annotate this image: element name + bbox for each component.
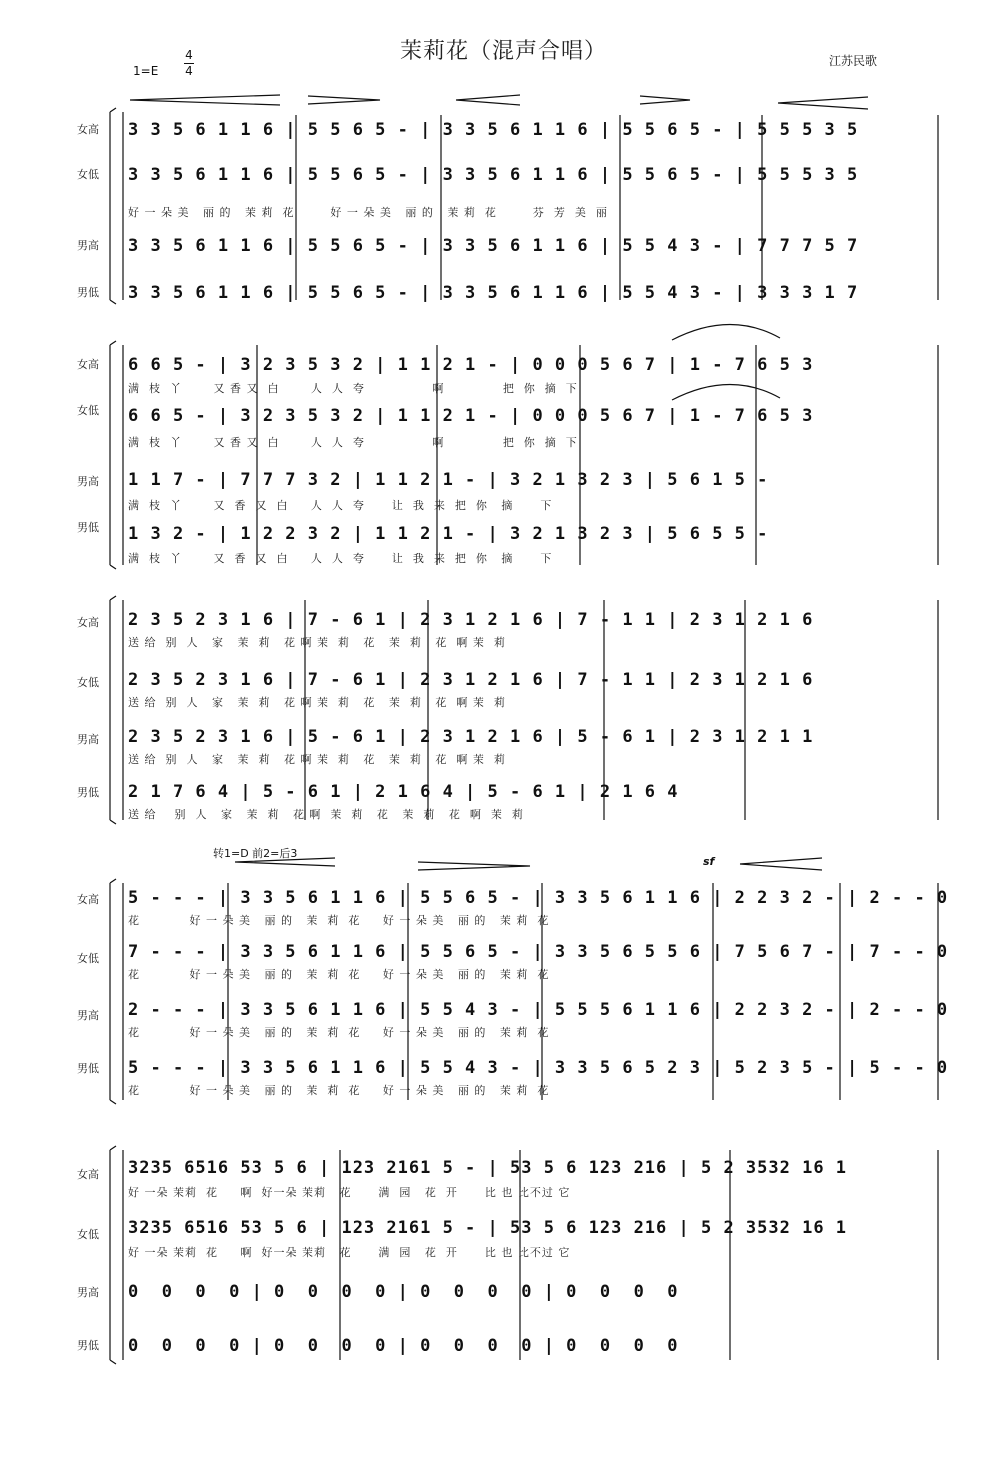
notation-line: 5 - - - | 3 3 5 6 1 1 6 | 5 5 6 5 - | 3 3 5 6 1 1 6 | 2 2 3 2 - | 2 - - 0 xyxy=(128,888,949,908)
lyric-line: 满 枝 丫 又 香 又 白 人 人 夸 让 我 来 把 你 摘 下 xyxy=(128,552,553,565)
notation-line: 2 3 5 2 3 1 6 | 5 - 6 1 | 2 3 1 2 1 6 | 5 - 6 1 | 2 3 1 2 1 1 xyxy=(128,727,814,747)
part-label: 男低 xyxy=(77,1339,99,1352)
page-title: 茉莉花（混声合唱） xyxy=(399,39,607,64)
part-label: 男低 xyxy=(77,1062,99,1075)
lyric-line: 满 枝 丫 又 香 又 白 人 人 夸 让 我 来 把 你 摘 下 xyxy=(128,499,553,512)
notation-line: 1 3 2 - | 1 2 2 3 2 | 1 1 2 1 - | 3 2 1 3 2 3 | 5 6 5 5 - xyxy=(128,524,769,544)
part-label: 女高 xyxy=(77,616,99,629)
notation-line: 6 6 5 - | 3 2 3 5 3 2 | 1 1 2 1 - | 0 0 0 5 6 7 | 1 - 7 6 5 3 xyxy=(128,406,814,426)
part-label: 女低 xyxy=(77,168,99,181)
part-label: 男低 xyxy=(77,521,99,534)
part-label: 女高 xyxy=(77,358,99,371)
lyric-line: 花 好 一 朵 美 丽 的 茉 莉 花 好 一 朵 美 丽 的 茉 莉 花 xyxy=(128,968,550,981)
part-label: 女高 xyxy=(77,893,99,906)
part-label: 女低 xyxy=(77,404,99,417)
notation-line: 3 3 5 6 1 1 6 | 5 5 6 5 - | 3 3 5 6 1 1 6 | 5 5 4 3 - | 3 3 3 1 7 xyxy=(128,283,859,303)
part-label: 男高 xyxy=(77,239,99,252)
lyric-line: 好 一朵 茉莉 花 啊 好一朵 茉莉 花 满 园 花 开 比 也 比不过 它 xyxy=(128,1186,571,1199)
part-label: 男低 xyxy=(77,286,99,299)
part-label: 男高 xyxy=(77,1286,99,1299)
modulation-marking: 转1=D 前2=后3 xyxy=(213,847,298,860)
part-label: 男高 xyxy=(77,475,99,488)
lyric-line: 花 好 一 朵 美 丽 的 茉 莉 花 好 一 朵 美 丽 的 茉 莉 花 xyxy=(128,1084,550,1097)
lyric-line: 送 给 别 人 家 茉 莉 花 啊 茉 莉 花 茉 莉 花 啊 茉 莉 xyxy=(128,808,524,821)
part-label: 女低 xyxy=(77,1228,99,1241)
part-label: 女高 xyxy=(77,1168,99,1181)
part-label: 女高 xyxy=(77,123,99,136)
lyric-line: 满 枝 丫 又 香 又 白 人 人 夸 啊 把 你 摘 下 xyxy=(128,436,578,449)
part-label: 男低 xyxy=(77,786,99,799)
notation-line: 0 0 0 0 | 0 0 0 0 | 0 0 0 0 | 0 0 0 0 xyxy=(128,1336,679,1356)
notation-line: 3235 6516 53 5 6 | 123 2161 5 - | 53 5 6 123 216 | 5 2 3532 16 1 xyxy=(128,1218,848,1238)
notation-line: 5 - - - | 3 3 5 6 1 1 6 | 5 5 4 3 - | 3 3 5 6 5 2 3 | 5 2 3 5 - | 5 - - 0 xyxy=(128,1058,949,1078)
notation-line: 3 3 5 6 1 1 6 | 5 5 6 5 - | 3 3 5 6 1 1 6 | 5 5 6 5 - | 5 5 5 3 5 xyxy=(128,165,859,185)
notation-line: 2 3 5 2 3 1 6 | 7 - 6 1 | 2 3 1 2 1 6 | 7 - 1 1 | 2 3 1 2 1 6 xyxy=(128,610,814,630)
notation-line: 3 3 5 6 1 1 6 | 5 5 6 5 - | 3 3 5 6 1 1 6 | 5 5 4 3 - | 7 7 7 5 7 xyxy=(128,236,859,256)
part-label: 男高 xyxy=(77,1009,99,1022)
lyric-line: 送 给 别 人 家 茉 莉 花 啊 茉 莉 花 茉 莉 花 啊 茉 莉 xyxy=(128,753,506,766)
lyric-line: 送 给 别 人 家 茉 莉 花 啊 茉 莉 花 茉 莉 花 啊 茉 莉 xyxy=(128,636,506,649)
lyric-line: 花 好 一 朵 美 丽 的 茉 莉 花 好 一 朵 美 丽 的 茉 莉 花 xyxy=(128,914,550,927)
notation-line: 3 3 5 6 1 1 6 | 5 5 6 5 - | 3 3 5 6 1 1 6 | 5 5 6 5 - | 5 5 5 3 5 xyxy=(128,120,859,140)
lyric-line: 花 好 一 朵 美 丽 的 茉 莉 花 好 一 朵 美 丽 的 茉 莉 花 xyxy=(128,1026,550,1039)
composer-label: 江苏民歌 xyxy=(829,54,878,68)
key-signature: 1=E xyxy=(133,64,159,78)
notation-line: 7 - - - | 3 3 5 6 1 1 6 | 5 5 6 5 - | 3 3 5 6 5 5 6 | 7 5 6 7 - | 7 - - 0 xyxy=(128,942,949,962)
notation-line: 3235 6516 53 5 6 | 123 2161 5 - | 53 5 6 123 216 | 5 2 3532 16 1 xyxy=(128,1158,848,1178)
time-signature xyxy=(184,48,194,79)
time-signature-top: 4 xyxy=(185,48,193,62)
dynamic-marking: sf xyxy=(703,855,715,868)
notation-line: 2 - - - | 3 3 5 6 1 1 6 | 5 5 4 3 - | 5 5 5 6 1 1 6 | 2 2 3 2 - | 2 - - 0 xyxy=(128,1000,949,1020)
time-signature-bottom: 4 xyxy=(185,64,193,78)
lyric-line: 好 一 朵 美 丽 的 茉 莉 花 好 一 朵 美 丽 的 茉 莉 花 芬 芳 美 丽 xyxy=(128,206,608,219)
notation-line: 2 3 5 2 3 1 6 | 7 - 6 1 | 2 3 1 2 1 6 | 7 - 1 1 | 2 3 1 2 1 6 xyxy=(128,670,814,690)
notation-line: 6 6 5 - | 3 2 3 5 3 2 | 1 1 2 1 - | 0 0 0 5 6 7 | 1 - 7 6 5 3 xyxy=(128,355,814,375)
notation-line: 1 1 7 - | 7 7 7 3 2 | 1 1 2 1 - | 3 2 1 3 2 3 | 5 6 1 5 - xyxy=(128,470,769,490)
notation-line: 0 0 0 0 | 0 0 0 0 | 0 0 0 0 | 0 0 0 0 xyxy=(128,1282,679,1302)
lyric-line: 好 一朵 茉莉 花 啊 好一朵 茉莉 花 满 园 花 开 比 也 比不过 它 xyxy=(128,1246,571,1259)
part-label: 男高 xyxy=(77,733,99,746)
part-label: 女低 xyxy=(77,952,99,965)
lyric-line: 送 给 别 人 家 茉 莉 花 啊 茉 莉 花 茉 莉 花 啊 茉 莉 xyxy=(128,696,506,709)
part-label: 女低 xyxy=(77,676,99,689)
notation-line: 2 1 7 6 4 | 5 - 6 1 | 2 1 6 4 | 5 - 6 1 | 2 1 6 4 xyxy=(128,782,679,802)
lyric-line: 满 枝 丫 又 香 又 白 人 人 夸 啊 把 你 摘 下 xyxy=(128,382,578,395)
